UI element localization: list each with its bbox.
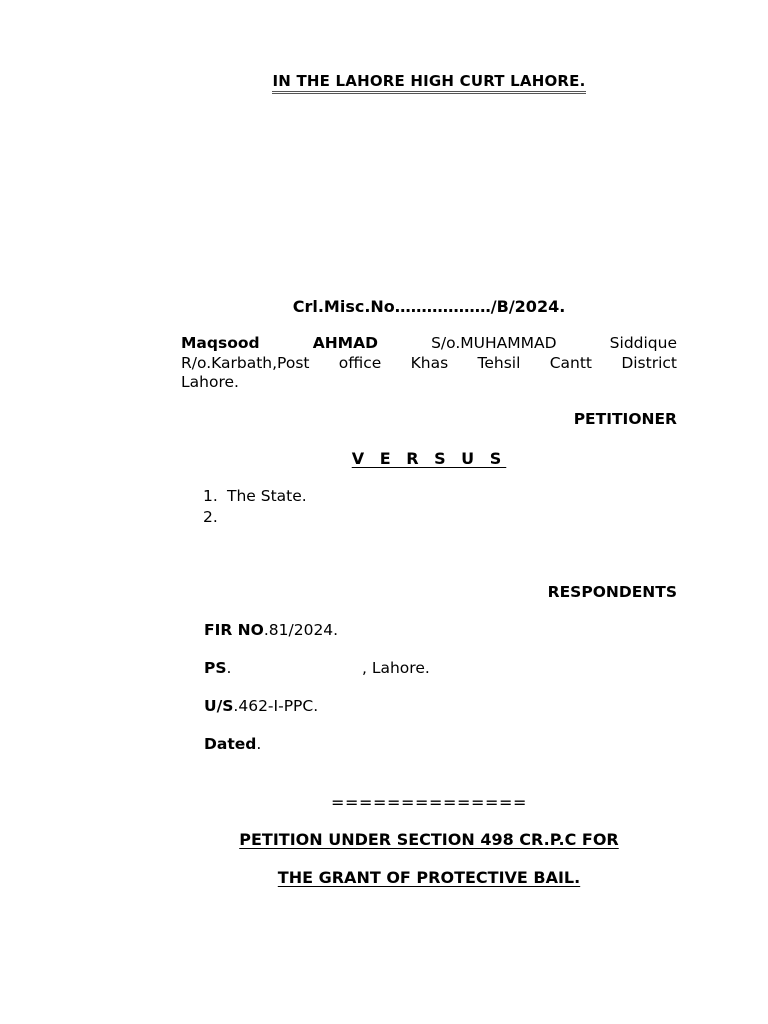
petitioner-label: PETITIONER [573,410,677,428]
respondent-list [203,486,307,528]
versus-text: V E R S U S [351,449,507,468]
petition-title-line2 [0,868,768,887]
list-number: 2. [203,508,218,526]
petitioner-name-line [181,334,677,354]
respondents-label: RESPONDENTS [547,583,677,601]
us-field [204,697,318,715]
list-number: 1. [203,487,218,505]
fir-field [204,621,338,639]
separator-line: ============== [330,793,528,812]
petitioner-first-name: Maqsood [181,334,260,352]
petitioner-address: R/o.Karbath,Post office Khas Tehsil Cantt District [181,353,677,372]
ps-value: . [226,659,232,677]
court-heading [0,72,768,90]
petitioner-parent-last: Siddique [609,334,677,352]
ps-city: , Lahore. [362,659,430,677]
petition-title-text: PETITION UNDER SECTION 498 CR.P.C FOR [239,830,619,849]
versus-heading [0,449,768,468]
petitioner-address-city: Lahore. [181,373,239,391]
fir-label: FIR NO [204,621,264,639]
us-label: U/S [204,697,234,715]
dated-value: . [256,735,262,753]
list-item [203,486,307,507]
fir-value: .81/2024. [263,621,339,639]
petition-title-line1 [0,830,768,849]
petitioner-parent: S/o.MUHAMMAD [431,334,557,352]
ps-field [204,659,231,677]
court-heading-text: IN THE LAHORE HIGH CURT LAHORE. [272,72,585,94]
dated-label: Dated [204,735,257,753]
petitioner-surname: AHMAD [312,334,378,352]
petition-title-text: THE GRANT OF PROTECTIVE BAIL. [277,868,581,887]
ps-label: PS [204,659,227,677]
dated-field [204,735,261,753]
us-value: .462-I-PPC. [233,697,319,715]
petitioner-details [181,334,677,393]
respondent-name: The State. [227,487,307,505]
case-number: Crl.Misc.No………………/B/2024. [292,297,566,316]
list-item [203,507,307,528]
